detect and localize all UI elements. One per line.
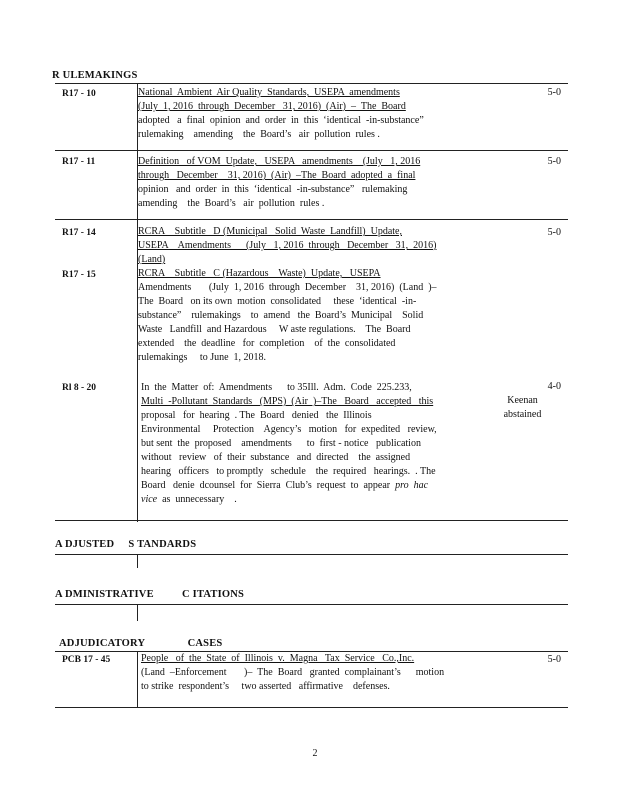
column-divider: [137, 554, 138, 568]
latin-phrase: vice: [141, 494, 158, 505]
section-heading-adjudicatory-cases: ADJUDICATORY CASES: [59, 638, 223, 649]
entry-body-line: rulemaking amending the Board’s air pollution rules .: [138, 129, 380, 140]
docket-number: R17 - 15: [62, 270, 96, 280]
entry-body-line: Amendments (July 1, 2016 through December 31, 2016) (Land )–: [138, 282, 437, 293]
entry-description: [138, 155, 420, 211]
entry-body-line: proposal for hearing . The Board denied the Illinois: [141, 410, 372, 421]
entry-body-line: In the Matter of: Amendments to 35Ill. Adm. Code 225.233,: [141, 382, 412, 393]
entry-body-line: rulemakings to June 1, 2018.: [138, 352, 267, 363]
entry-title-line: RCRA Subtitle C (Hazardous Waste) Update, USEPA: [138, 268, 381, 279]
page-number: 2: [312, 748, 318, 759]
entry-description: [141, 381, 437, 507]
entry-body-line: amending the Board’s air pollution rules .: [138, 198, 325, 209]
row-rule: [55, 707, 568, 708]
entry-title-line: People of the State of Illinois v. Magna Tax Service Co.,Inc.: [141, 653, 415, 664]
column-divider: [137, 651, 138, 707]
entry-title-line: (July 1, 2016 through December 31, 2016) (Air) – The Board: [138, 101, 406, 112]
docket-number: R17 - 10: [62, 89, 96, 99]
entry-body-line: opinion and order in this ‘identical -in-substance” rulemaking: [138, 184, 408, 195]
entry-body-line: The Board on its own motion consolidated these ‘identical -in-: [138, 296, 417, 307]
entry-title-line: RCRA Subtitle D (Municipal Solid Waste Landfill) Update,: [138, 226, 402, 237]
vote-note: Keenan: [507, 395, 538, 406]
docket-number: Rl 8 - 20: [62, 383, 97, 393]
entry-title-line: (Land): [138, 254, 166, 265]
entry-body-line: adopted a final opinion and order in this ‘identical -in-substance”: [138, 115, 424, 126]
vote-tally: 5-0: [547, 227, 561, 238]
heading-rule: [55, 83, 568, 84]
column-divider: [137, 604, 138, 621]
heading-rule: [55, 604, 568, 605]
entry-body-line: to strike respondent’s two asserted affirmative defenses.: [141, 681, 390, 692]
entry-body-line: but sent the proposed amendments to first - notice publication: [141, 438, 421, 449]
entry-body-line: Board denie dcounsel for Sierra Club’s request to appear pro hac: [141, 480, 429, 491]
row-rule: [55, 150, 568, 151]
docket-number: R17 - 14: [62, 228, 96, 238]
entry-title-line: Definition of VOM Update, USEPA amendments (July 1, 2016: [138, 156, 421, 167]
section-heading-rulemakings: R ULEMAKINGS: [52, 70, 138, 81]
entry-title-line: USEPA Amendments (July 1, 2016 through December 31, 2016): [138, 240, 437, 251]
entry-body-line: without review of their substance and directed the assigned: [141, 452, 411, 463]
docket-number: PCB 17 - 45: [62, 655, 111, 665]
entry-body-line: vice as unnecessary .: [141, 494, 237, 505]
entry-title-line: Multi -Pollutant Standards (MPS) (Air )–The Board accepted this: [141, 396, 434, 407]
vote-tally: 5-0: [547, 654, 561, 665]
row-rule: [55, 520, 568, 521]
entry-body-line: Environmental Protection Agency’s motion for expedited review,: [141, 424, 437, 435]
vote-note: abstained: [503, 409, 542, 420]
entry-body-line: Waste Landfill and Hazardous W aste regulations. The Board: [138, 324, 411, 335]
row-rule: [55, 219, 568, 220]
latin-phrase: pro hac: [395, 480, 429, 491]
section-heading-adjusted-standards: A DJUSTED S TANDARDS: [55, 539, 197, 550]
entry-description: [141, 652, 444, 694]
entry-body-line: hearing officers to promptly schedule the required hearings. . The: [141, 466, 436, 477]
entry-title-line: through December 31, 2016) (Air) –The Board adopted a final: [138, 170, 416, 181]
vote-tally: 5-0: [547, 87, 561, 98]
entry-description: [138, 267, 437, 365]
docket-number: R17 - 11: [62, 157, 96, 167]
entry-description: [138, 86, 424, 142]
entry-title-line: National Ambient Air Quality Standards, USEPA amendments: [138, 87, 400, 98]
entry-body-line: extended the deadline for completion of the consolidated: [138, 338, 396, 349]
vote-tally: 4-0: [547, 381, 561, 392]
section-heading-administrative-citations: A DMINISTRATIVE C ITATIONS: [55, 589, 245, 600]
heading-rule: [55, 554, 568, 555]
entry-body-line: (Land –Enforcement )– The Board granted complainant’s motion: [141, 667, 445, 678]
entry-body-line: substance” rulemakings to amend the Board’s Municipal Solid: [138, 310, 424, 321]
entry-description: [138, 225, 437, 267]
vote-tally: 5-0: [547, 156, 561, 167]
